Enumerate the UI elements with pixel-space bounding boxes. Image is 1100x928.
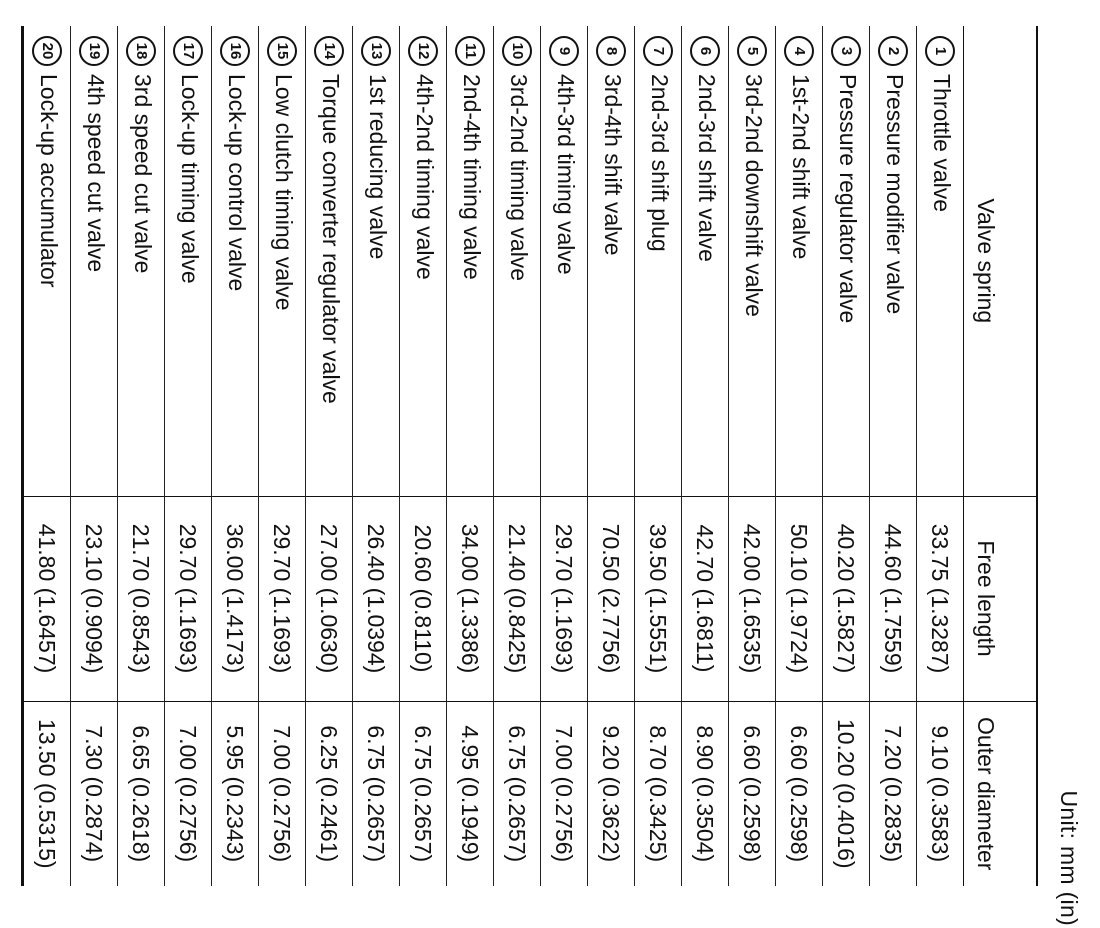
valve-spring-name: 3rd-2nd timing valve xyxy=(505,74,532,282)
outer-diameter-cell: 9.10 (0.3583) xyxy=(917,701,964,886)
outer-diameter-cell: 7.00 (0.2756) xyxy=(541,701,588,886)
valve-spring-name: 3rd speed cut valve xyxy=(129,74,156,274)
column-header-free-length: Free length xyxy=(964,496,1038,701)
valve-spring-cell xyxy=(588,26,635,496)
column-header-outer-diameter: Outer diameter xyxy=(964,701,1038,886)
table-row xyxy=(447,26,494,886)
free-length-cell: 26.40 (1.0394) xyxy=(353,496,400,701)
table-row xyxy=(23,26,71,886)
outer-diameter-cell: 6.75 (0.2657) xyxy=(353,701,400,886)
free-length-cell: 21.70 (0.8543) xyxy=(118,496,165,701)
outer-diameter-cell: 7.00 (0.2756) xyxy=(165,701,212,886)
item-number-badge: 12 xyxy=(408,36,438,66)
valve-spring-cell xyxy=(447,26,494,496)
free-length-cell: 42.00 (1.6535) xyxy=(729,496,776,701)
free-length-cell: 20.60 (0.8110) xyxy=(400,496,447,701)
table-row xyxy=(541,26,588,886)
item-number-badge: 5 xyxy=(737,36,767,66)
table-row xyxy=(165,26,212,886)
free-length-cell: 42.70 (1.6811) xyxy=(682,496,729,701)
item-number-badge: 15 xyxy=(267,36,297,66)
table-row xyxy=(353,26,400,886)
valve-spring-name: 1st-2nd shift valve xyxy=(787,74,814,260)
valve-spring-cell xyxy=(823,26,870,496)
item-number-badge: 11 xyxy=(455,36,485,66)
free-length-cell: 39.50 (1.5551) xyxy=(635,496,682,701)
table-row xyxy=(118,26,165,886)
outer-diameter-cell: 5.95 (0.2343) xyxy=(212,701,259,886)
valve-spring-cell xyxy=(729,26,776,496)
outer-diameter-cell: 13.50 (0.5315) xyxy=(23,701,71,886)
valve-spring-name: Lock-up timing valve xyxy=(176,74,203,284)
table-row xyxy=(494,26,541,886)
valve-spring-name: Torque converter regulator valve xyxy=(317,74,344,404)
valve-spring-name: 2nd-3rd shift valve xyxy=(693,74,720,262)
rotated-page xyxy=(10,26,1090,926)
valve-spring-cell xyxy=(400,26,447,496)
item-number-badge: 7 xyxy=(643,36,673,66)
valve-spring-table xyxy=(21,26,1038,886)
item-number-badge: 3 xyxy=(831,36,861,66)
table-row xyxy=(71,26,118,886)
outer-diameter-cell: 7.20 (0.2835) xyxy=(870,701,917,886)
outer-diameter-cell: 6.60 (0.2598) xyxy=(729,701,776,886)
table-row xyxy=(212,26,259,886)
item-number-badge: 1 xyxy=(925,36,955,66)
table-row xyxy=(259,26,306,886)
valve-spring-cell xyxy=(541,26,588,496)
valve-spring-cell xyxy=(635,26,682,496)
outer-diameter-cell: 7.30 (0.2874) xyxy=(71,701,118,886)
table-row xyxy=(306,26,353,886)
valve-spring-cell xyxy=(23,26,71,496)
table-row xyxy=(729,26,776,886)
valve-spring-name: Throttle valve xyxy=(928,74,955,213)
valve-spring-name: 3rd-4th shift valve xyxy=(599,74,626,256)
valve-spring-name: Lock-up accumulator xyxy=(35,74,62,288)
valve-spring-name: Pressure regulator valve xyxy=(834,74,861,324)
valve-spring-name: 1st reducing valve xyxy=(364,74,391,260)
item-number-badge: 13 xyxy=(361,36,391,66)
free-length-cell: 23.10 (0.9094) xyxy=(71,496,118,701)
valve-spring-cell xyxy=(353,26,400,496)
valve-spring-cell xyxy=(494,26,541,496)
free-length-cell: 50.10 (1.9724) xyxy=(776,496,823,701)
valve-spring-cell xyxy=(917,26,964,496)
outer-diameter-cell: 8.70 (0.3425) xyxy=(635,701,682,886)
item-number-badge: 10 xyxy=(502,36,532,66)
free-length-cell: 29.70 (1.1693) xyxy=(541,496,588,701)
valve-spring-name: 2nd-3rd shift plug xyxy=(646,74,673,252)
item-number-badge: 16 xyxy=(220,36,250,66)
free-length-cell: 29.70 (1.1693) xyxy=(165,496,212,701)
outer-diameter-cell: 9.20 (0.3622) xyxy=(588,701,635,886)
free-length-cell: 34.00 (1.3386) xyxy=(447,496,494,701)
item-number-badge: 2 xyxy=(878,36,908,66)
table-row xyxy=(776,26,823,886)
valve-spring-cell xyxy=(870,26,917,496)
valve-spring-cell xyxy=(118,26,165,496)
valve-spring-name: 4th speed cut valve xyxy=(82,74,109,273)
table-row xyxy=(588,26,635,886)
item-number-badge: 14 xyxy=(314,36,344,66)
outer-diameter-cell: 6.60 (0.2598) xyxy=(776,701,823,886)
table-row xyxy=(823,26,870,886)
free-length-cell: 44.60 (1.7559) xyxy=(870,496,917,701)
outer-diameter-cell: 6.75 (0.2657) xyxy=(494,701,541,886)
outer-diameter-cell: 6.25 (0.2461) xyxy=(306,701,353,886)
valve-spring-cell xyxy=(259,26,306,496)
free-length-cell: 36.00 (1.4173) xyxy=(212,496,259,701)
table-row xyxy=(917,26,964,886)
valve-spring-cell xyxy=(682,26,729,496)
outer-diameter-cell: 4.95 (0.1949) xyxy=(447,701,494,886)
valve-spring-name: 4th-3rd timing valve xyxy=(552,74,579,275)
valve-spring-cell xyxy=(165,26,212,496)
table-row xyxy=(635,26,682,886)
valve-spring-cell xyxy=(776,26,823,496)
item-number-badge: 17 xyxy=(173,36,203,66)
free-length-cell: 29.70 (1.1693) xyxy=(259,496,306,701)
valve-spring-name: 3rd-2nd downshift valve xyxy=(740,74,767,317)
outer-diameter-cell: 8.90 (0.3504) xyxy=(682,701,729,886)
valve-spring-name: Lock-up control valve xyxy=(223,74,250,292)
outer-diameter-cell: 6.65 (0.2618) xyxy=(118,701,165,886)
item-number-badge: 4 xyxy=(784,36,814,66)
valve-spring-cell xyxy=(212,26,259,496)
valve-spring-name: Low clutch timing valve xyxy=(270,74,297,311)
table-header-row xyxy=(964,26,1038,886)
table-row xyxy=(870,26,917,886)
free-length-cell: 40.20 (1.5827) xyxy=(823,496,870,701)
column-header-valve-spring: Valve spring xyxy=(964,26,1038,496)
valve-spring-name: 4th-2nd timing valve xyxy=(411,74,438,280)
free-length-cell: 21.40 (0.8425) xyxy=(494,496,541,701)
item-number-badge: 20 xyxy=(32,36,62,66)
unit-label: Unit: mm (in) xyxy=(1056,790,1082,926)
outer-diameter-cell: 10.20 (0.4016) xyxy=(823,701,870,886)
free-length-cell: 70.50 (2.7756) xyxy=(588,496,635,701)
item-number-badge: 9 xyxy=(549,36,579,66)
valve-spring-cell xyxy=(71,26,118,496)
table-row xyxy=(682,26,729,886)
item-number-badge: 8 xyxy=(596,36,626,66)
table-row xyxy=(400,26,447,886)
item-number-badge: 18 xyxy=(126,36,156,66)
outer-diameter-cell: 7.00 (0.2756) xyxy=(259,701,306,886)
free-length-cell: 33.75 (1.3287) xyxy=(917,496,964,701)
valve-spring-name: Pressure modifier valve xyxy=(881,74,908,315)
free-length-cell: 41.80 (1.6457) xyxy=(23,496,71,701)
valve-spring-cell xyxy=(306,26,353,496)
valve-spring-name: 2nd-4th timing valve xyxy=(458,74,485,280)
item-number-badge: 19 xyxy=(79,36,109,66)
outer-diameter-cell: 6.75 (0.2657) xyxy=(400,701,447,886)
item-number-badge: 6 xyxy=(690,36,720,66)
free-length-cell: 27.00 (1.0630) xyxy=(306,496,353,701)
